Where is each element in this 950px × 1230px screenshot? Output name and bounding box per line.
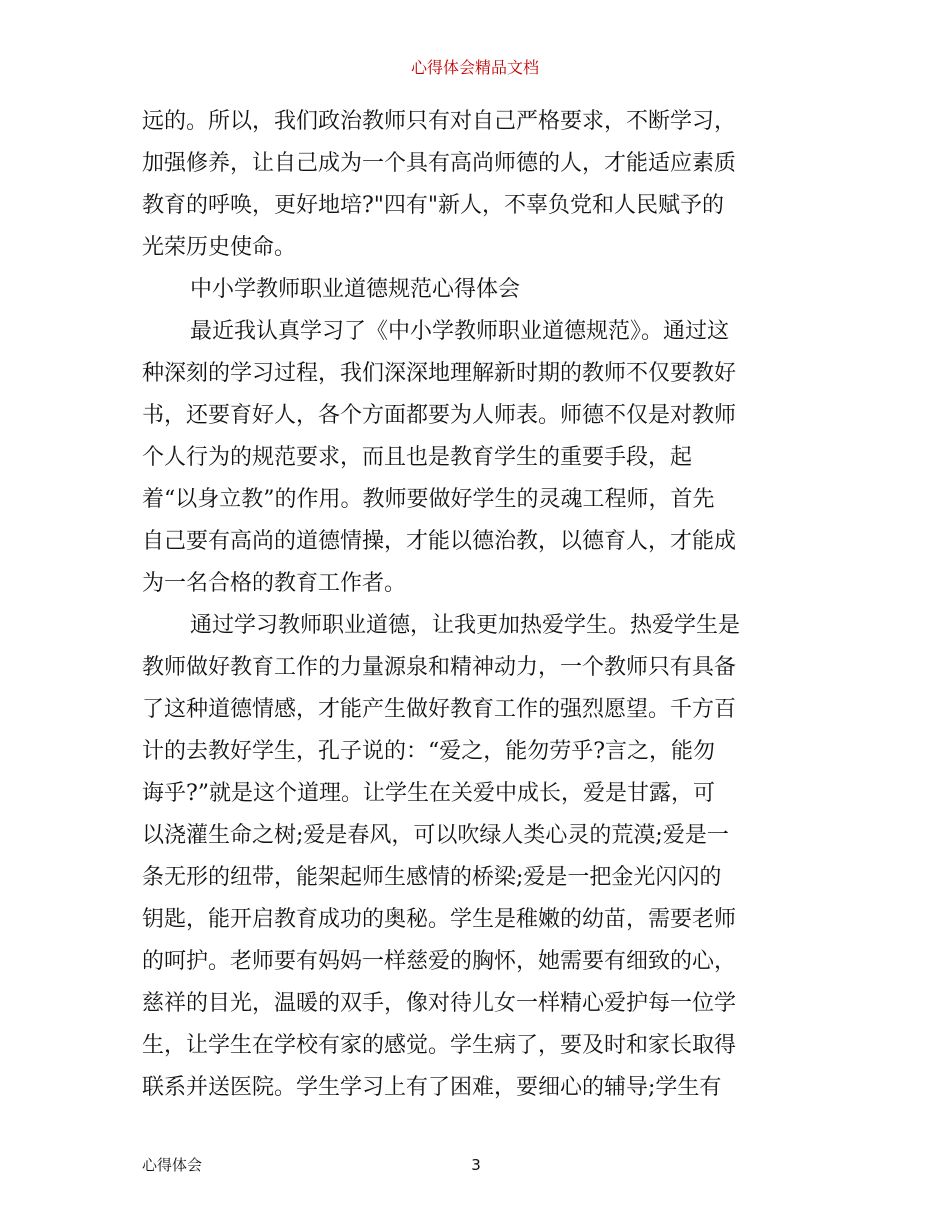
text-line: 联系并送医院。学生学习上有了困难，要细心的辅导;学生有 (142, 1075, 722, 1100)
page-number: 3 (471, 1156, 481, 1174)
text-line: 自己要有高尚的道德情操，才能以德治教，以德育人，才能成 (142, 529, 737, 554)
text-line: 通过学习教师职业道德，让我更加热爱学生。热爱学生是 (190, 613, 741, 638)
text-line: 最近我认真学习了《中小学教师职业道德规范》。通过这 (190, 319, 730, 344)
text-line: 远的。所以，我们政治教师只有对自己严格要求，不断学习， (142, 109, 737, 134)
text-line: 的呵护。老师要有妈妈一样慈爱的胸怀，她需要有细致的心， (142, 949, 737, 974)
text-line: 慈祥的目光，温暖的双手，像对待儿女一样精心爱护每一位学 (142, 991, 737, 1016)
text-line: 生，让学生在学校有家的感觉。学生病了，要及时和家长取得 (142, 1033, 737, 1058)
text-line: 着“以身立教”的作用。教师要做好学生的灵魂工程师，首先 (142, 487, 715, 512)
text-line: 条无形的纽带，能架起师生感情的桥梁;爱是一把金光闪闪的 (142, 865, 722, 890)
text-line: 书，还要育好人，各个方面都要为人师表。师德不仅是对教师 (142, 403, 737, 428)
text-line: 光荣历史使命。 (142, 235, 297, 260)
page-header-title: 心得体会精品文档 (410, 58, 539, 77)
text-line: 钥匙，能开启教育成功的奥秘。学生是稚嫩的幼苗，需要老师 (142, 907, 737, 932)
document-body (142, 101, 814, 1109)
text-line: 个人行为的规范要求，而且也是教育学生的重要手段，起 (142, 445, 693, 470)
text-line: 种深刻的学习过程，我们深深地理解新时期的教师不仅要教好 (142, 361, 737, 386)
text-line: 中小学教师职业道德规范心得体会 (190, 277, 521, 302)
text-line: 教育的呼唤，更好地培?"四有"新人，不辜负党和人民赋予的 (142, 193, 725, 218)
text-line: 为一名合格的教育工作者。 (142, 571, 407, 596)
page-footer-label: 心得体会 (142, 1156, 203, 1174)
text-line: 加强修养，让自己成为一个具有高尚师德的人，才能适应素质 (142, 151, 737, 176)
text-line: 计的去教好学生，孔子说的：“爱之，能勿劳乎?言之，能勿 (142, 739, 716, 764)
text-line: 教师做好教育工作的力量源泉和精神动力，一个教师只有具备 (142, 655, 737, 680)
text-line: 以浇灌生命之树;爱是春风，可以吹绿人类心灵的荒漠;爱是一 (142, 823, 729, 848)
text-line: 诲乎?”就是这个道理。让学生在关爱中成长，爱是甘露，可 (142, 781, 716, 806)
text-line: 了这种道德情感，才能产生做好教育工作的强烈愿望。千方百 (142, 697, 737, 722)
